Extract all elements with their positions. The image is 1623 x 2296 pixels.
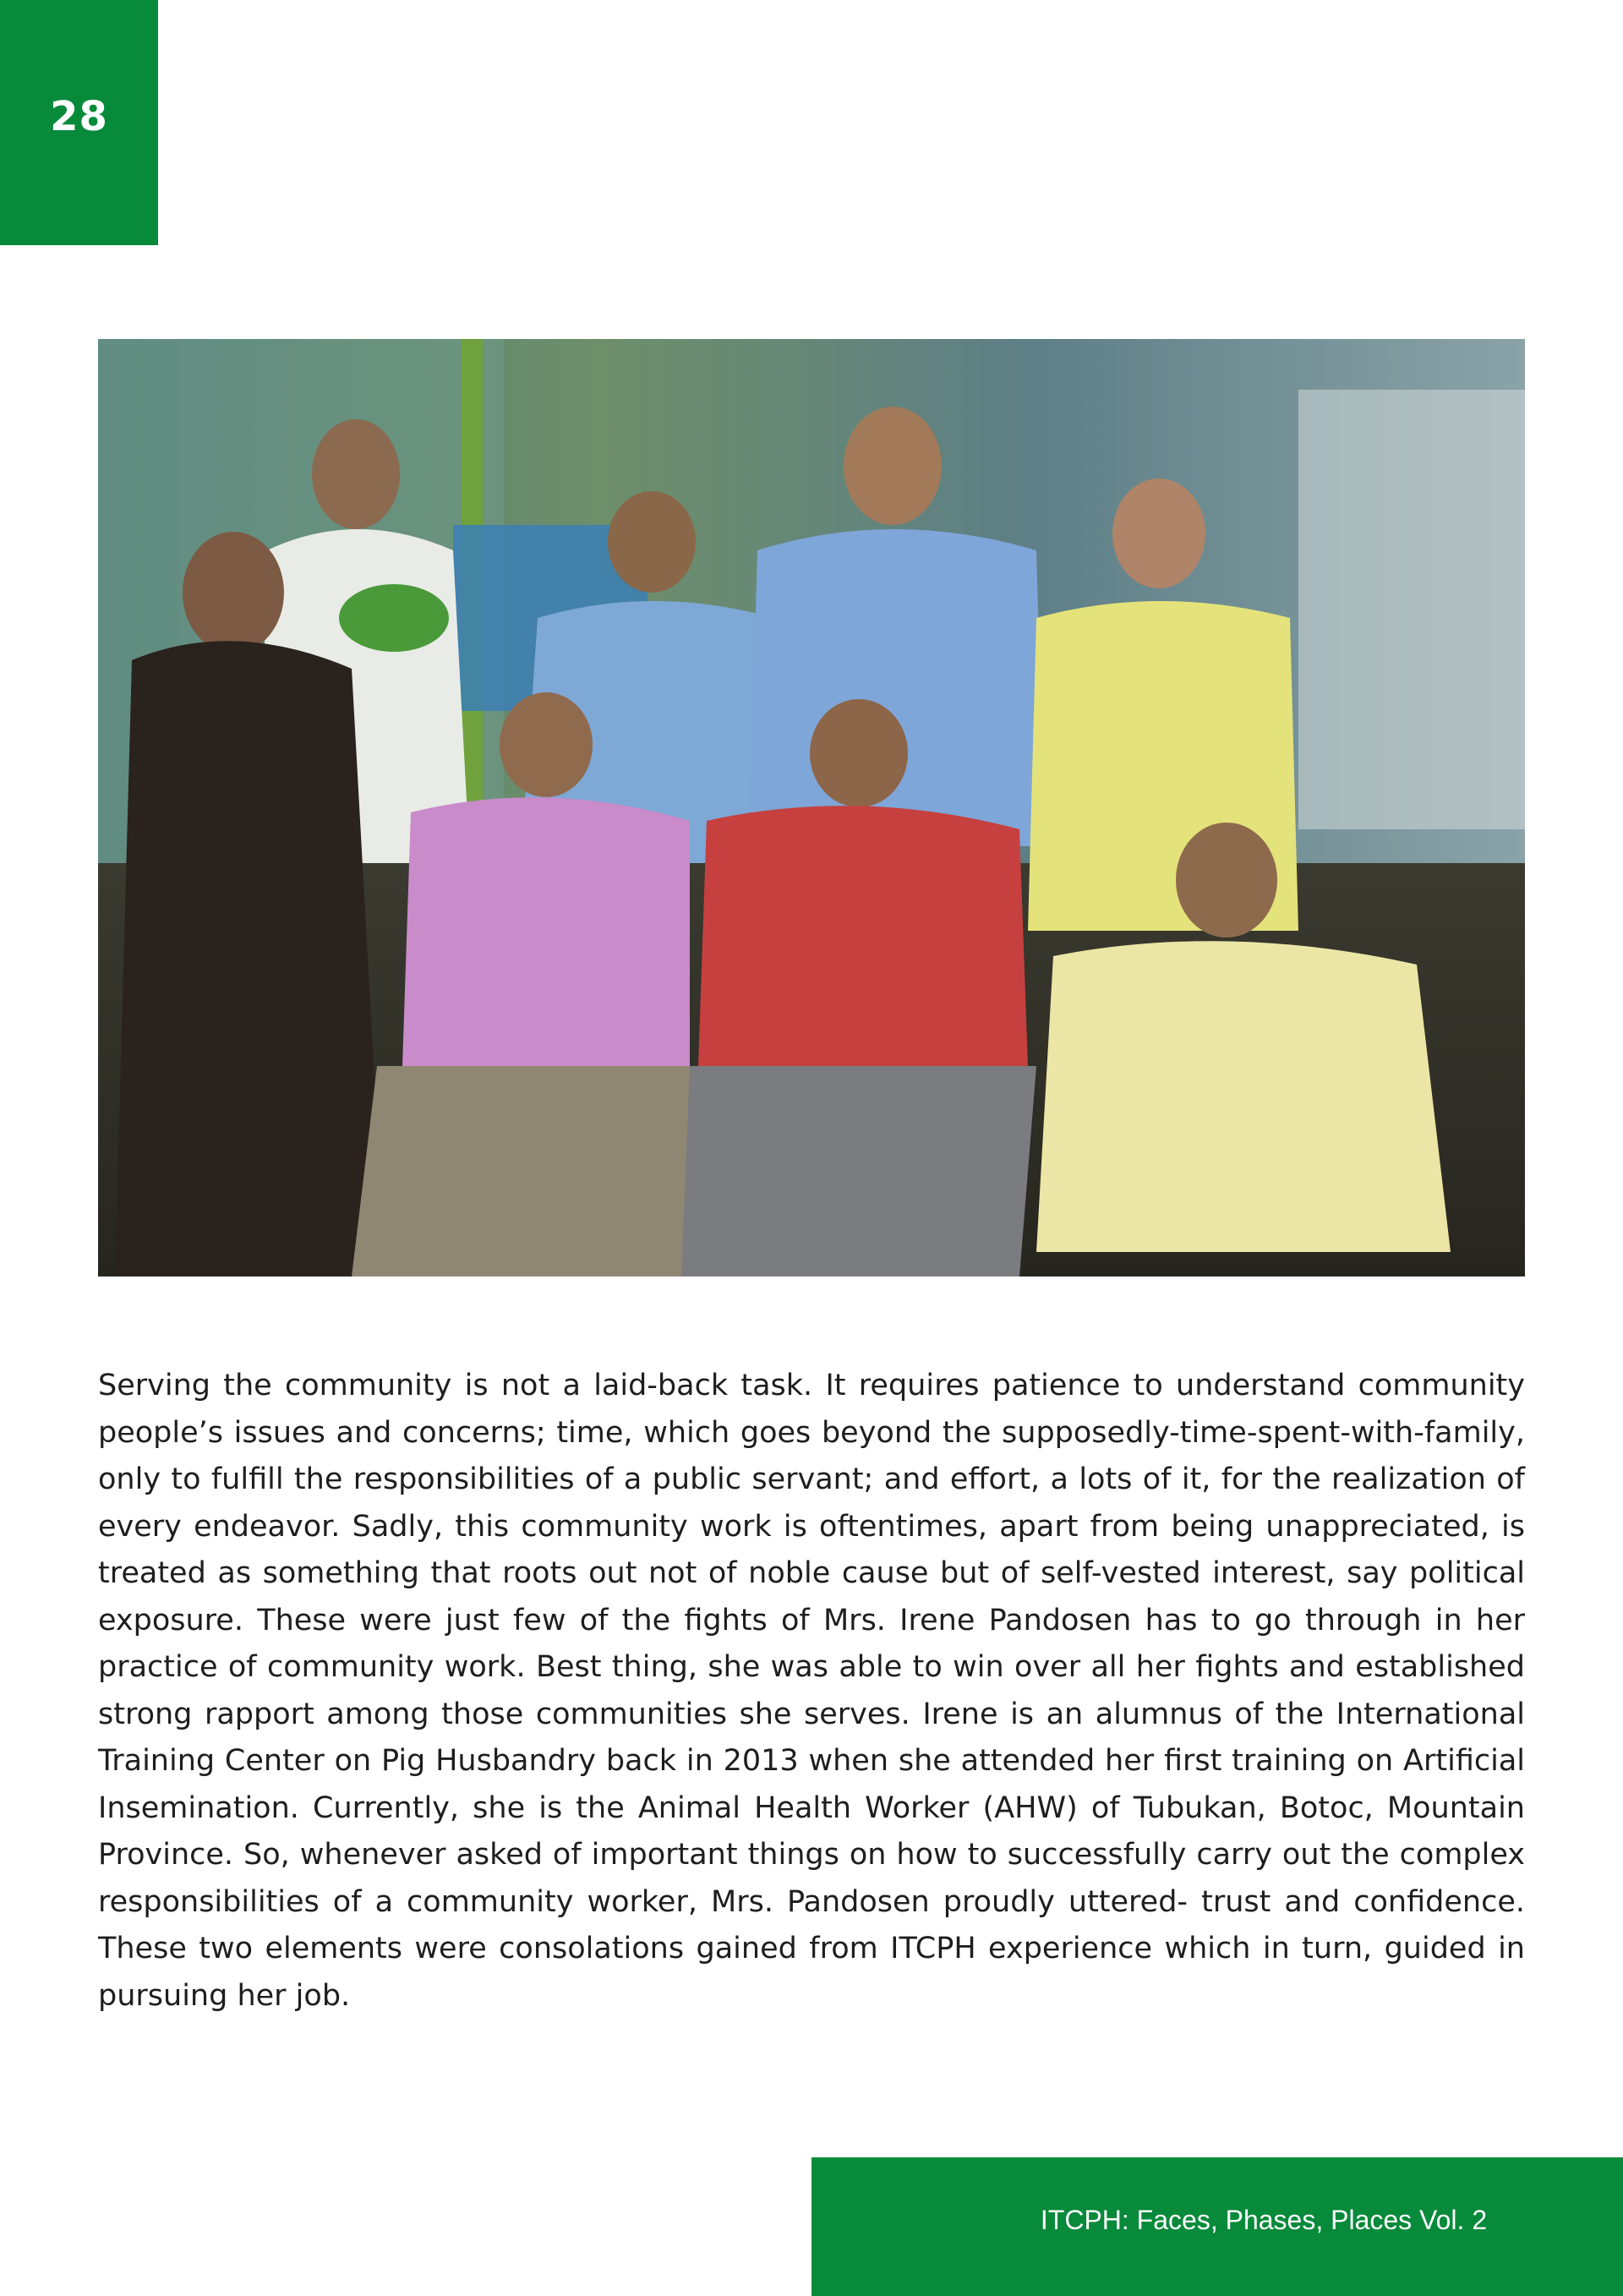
person-face: [500, 692, 593, 797]
person-shirt-pink: [402, 797, 690, 1066]
person-pants: [352, 1066, 707, 1276]
person-face: [810, 699, 908, 807]
shirt-print: [339, 584, 449, 652]
person-pants: [681, 1066, 1036, 1276]
person-shirt-blue: [749, 529, 1045, 846]
group-photo-illustration: [98, 339, 1525, 1276]
person-face: [312, 419, 400, 529]
publication-title: ITCPH: Faces, Phases, Places Vol. 2: [1040, 2205, 1488, 2235]
person-dark-outfit: [115, 641, 385, 1276]
person-shirt-red: [698, 806, 1028, 1066]
article-body: Serving the community is not a laid-back task. It requires patience to understand community people’s issues and concerns; time, which goes beyond the supposedly-time-spent-with-family, only to fulfill the responsibilities of a public servant; and effort, a lots of it, for the realization of every endeavor. Sadly, this community work is oftentimes, apart from being unappreciated, is treated as something that roots out not of noble cause but of self-vested interest, say political exposure. These were just few of the fights of Mrs. Irene Pandosen has to go through in her practice of community work. Best thing, she was able to win over all her fights and established strong rapport among those communities she serves. Irene is an alumnus of the International Training Center on Pig Husbandry back in 2013 when she attended her first training on Artificial Insemination. Currently, she is the Animal Health Worker (AHW) of Tubukan, Botoc, Mountain Province. So, whenever asked of important things on how to successfully carry out the complex responsibilities of a community worker, Mrs. Pandosen proudly uttered- trust and confidence. These two elements were consolations gained from ITCPH experience which in turn, guided in pursuing her job.: [98, 1369, 1525, 2013]
poster-right: [1298, 390, 1525, 829]
person-face: [1176, 823, 1277, 938]
person-shirt-cream: [1036, 941, 1451, 1252]
person-face: [844, 407, 942, 525]
person-face: [183, 532, 284, 653]
person-face: [608, 491, 696, 593]
person-face: [1112, 478, 1205, 588]
page-number: 28: [50, 93, 108, 140]
group-photo: [98, 339, 1525, 1276]
